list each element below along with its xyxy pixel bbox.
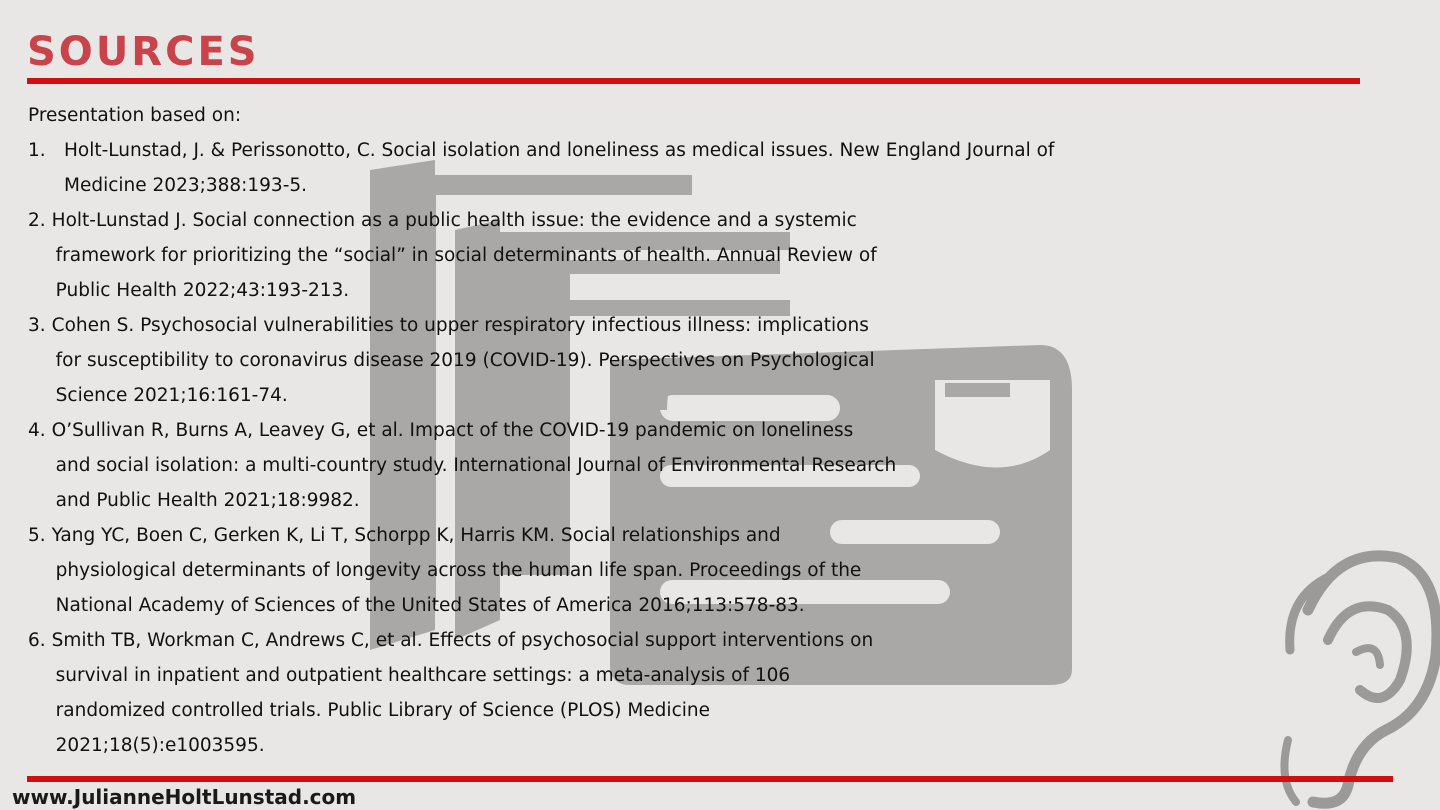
reference-number: 3. [28,315,46,336]
reference-line: Holt-Lunstad J. Social connection as a public health issue: the evidence and a systemic [51,210,857,231]
reference-item [28,308,1228,413]
reference-line: and social isolation: a multi-country study. International Journal of Environmental Research [55,455,897,476]
reference-line: Science 2021;16:161-74. [55,385,288,406]
reference-line: Medicine 2023;388:193-5. [64,175,308,196]
reference-line: Cohen S. Psychosocial vulnerabilities to upper respiratory infectious illness: implications [51,315,869,336]
reference-text [52,308,875,413]
reference-text [64,133,1054,203]
reference-item [28,413,1228,518]
reference-text [52,203,877,308]
reference-line: Holt-Lunstad, J. & Perissonotto, C. Social isolation and loneliness as medical issues. New England Journal of [64,140,1055,161]
reference-line: physiological determinants of longevity across the human life span. Proceedings of the [55,560,862,581]
reference-line: O’Sullivan R, Burns A, Leavey G, et al. Impact of the COVID-19 pandemic on loneliness [51,420,854,441]
reference-line: randomized controlled trials. Public Library of Science (PLOS) Medicine [55,700,710,721]
title-underline [27,78,1360,84]
intro-text: Presentation based on: [28,105,242,126]
reference-line: Smith TB, Workman C, Andrews C, et al. Effects of psychosocial support interventions on [51,630,874,651]
ear-icon [1268,540,1440,810]
footer-website-link[interactable]: www.JulianneHoltLunstad.com [12,785,357,809]
reference-text [52,518,862,623]
reference-item [28,133,1228,203]
reference-number: 5. [28,525,46,546]
reference-line: for susceptibility to coronavirus disease 2019 (COVID-19). Perspectives on Psychological [55,350,875,371]
slide-title: SOURCES [27,29,260,75]
reference-number: 4. [28,420,46,441]
reference-number: 2. [28,210,46,231]
footer-rule [27,776,1393,782]
reference-item [28,518,1228,623]
reference-number: 6. [28,630,46,651]
reference-text [52,623,874,763]
reference-line: National Academy of Sciences of the United States of America 2016;113:578-83. [55,595,805,616]
sources-content [28,98,1228,763]
reference-list [28,133,1228,763]
reference-line: 2021;18(5):e1003595. [55,735,265,756]
reference-line: Public Health 2022;43:193-213. [55,280,350,301]
reference-item [28,203,1228,308]
reference-line: and Public Health 2021;18:9982. [55,490,360,511]
reference-text [52,413,897,518]
reference-line: survival in inpatient and outpatient healthcare settings: a meta-analysis of 106 [55,665,791,686]
reference-number: 1. [28,140,46,161]
reference-item [28,623,1228,763]
reference-line: framework for prioritizing the “social” in social determinants of health. Annual Review of [55,245,877,266]
reference-line: Yang YC, Boen C, Gerken K, Li T, Schorpp K, Harris KM. Social relationships and [51,525,781,546]
